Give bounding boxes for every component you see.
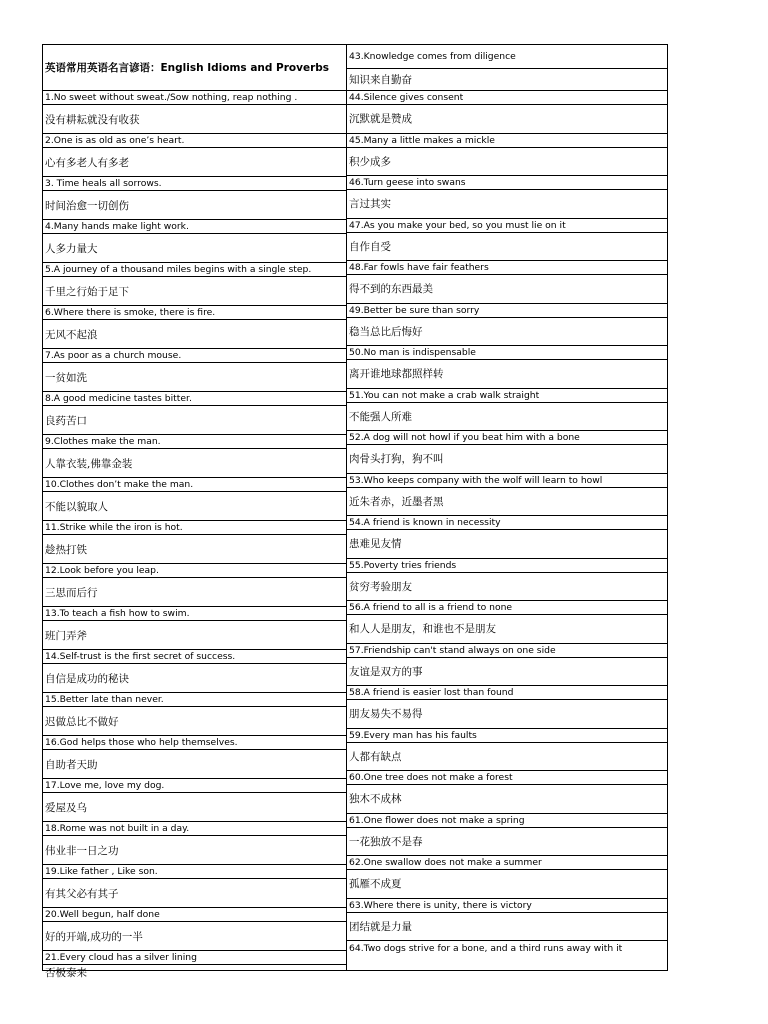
proverb-chinese-cell: 不能以貌取人 <box>43 492 346 521</box>
proverb-english-cell: 44.Silence gives consent <box>347 91 667 105</box>
proverb-english-cell: 53.Who keeps company with the wolf will learn to howl <box>347 474 667 488</box>
proverb-english-cell: 16.God helps those who help themselves. <box>43 736 346 750</box>
proverb-chinese-cell: 自助者天助 <box>43 750 346 779</box>
proverb-chinese-cell: 三思而后行 <box>43 578 346 607</box>
proverb-chinese-cell: 人多力量大 <box>43 234 346 263</box>
proverb-english-cell: 51.You can not make a crab walk straight <box>347 389 667 403</box>
proverb-english-cell: 5.A journey of a thousand miles begins with a single step. <box>43 263 346 277</box>
proverb-chinese-cell: 趁热打铁 <box>43 535 346 564</box>
proverb-english-cell: 14.Self-trust is the first secret of success. <box>43 650 346 664</box>
proverb-chinese-cell: 团结就是力量 <box>347 913 667 942</box>
proverb-english-cell: 61.One flower does not make a spring <box>347 814 667 828</box>
proverb-english-cell: 49.Better be sure than sorry <box>347 304 667 318</box>
page-title: 英语常用英语名言谚语：English Idioms and Proverbs <box>43 45 346 91</box>
proverb-english-cell: 58.A friend is easier lost than found <box>347 686 667 700</box>
proverb-english-cell: 20.Well begun, half done <box>43 908 346 922</box>
proverb-english-cell: 60.One tree does not make a forest <box>347 771 667 785</box>
proverbs-sheet <box>42 44 668 979</box>
proverb-chinese-cell: 孤雁不成夏 <box>347 870 667 899</box>
proverb-chinese-cell: 人都有缺点 <box>347 743 667 772</box>
proverb-chinese-cell: 一贫如洗 <box>43 363 346 392</box>
proverb-english-cell: 18.Rome was not built in a day. <box>43 822 346 836</box>
proverb-chinese-cell: 人靠衣装,佛靠金装 <box>43 449 346 478</box>
proverb-chinese-cell: 稳当总比后悔好 <box>347 318 667 347</box>
proverb-chinese-cell: 自作自受 <box>347 233 667 262</box>
proverb-chinese-cell: 言过其实 <box>347 190 667 219</box>
proverb-chinese-cell: 近朱者赤，近墨者黑 <box>347 488 667 517</box>
proverb-chinese-cell: 良药苦口 <box>43 406 346 435</box>
proverb-english-cell: 2.One is as old as one’s heart. <box>43 134 346 148</box>
proverb-chinese-cell: 时间治愈一切创伤 <box>43 191 346 220</box>
proverb-english-cell: 46.Turn geese into swans <box>347 176 667 190</box>
proverb-english-cell: 3. Time heals all sorrows. <box>43 177 346 191</box>
proverb-english-cell: 62.One swallow does not make a summer <box>347 856 667 870</box>
proverb-english-cell: 59.Every man has his faults <box>347 729 667 743</box>
proverb-english-cell: 48.Far fowls have fair feathers <box>347 261 667 275</box>
proverb-english-cell: 21.Every cloud has a silver lining <box>43 951 346 965</box>
proverb-chinese-cell: 和人人是朋友，和谁也不是朋友 <box>347 615 667 644</box>
proverb-chinese-cell: 独木不成林 <box>347 785 667 814</box>
right-column <box>346 44 668 971</box>
proverb-chinese-cell: 迟做总比不做好 <box>43 707 346 736</box>
proverb-english-cell: 8.A good medicine tastes bitter. <box>43 392 346 406</box>
proverb-chinese-cell: 知识来自勤奋 <box>347 69 667 91</box>
proverb-english-cell: 10.Clothes don’t make the man. <box>43 478 346 492</box>
proverb-english-cell: 11.Strike while the iron is hot. <box>43 521 346 535</box>
proverb-english-cell: 63.Where there is unity, there is victory <box>347 899 667 913</box>
proverb-english-cell: 45.Many a little makes a mickle <box>347 134 667 148</box>
proverb-chinese-cell: 得不到的东西最美 <box>347 275 667 304</box>
proverb-chinese-cell: 有其父必有其子 <box>43 879 346 908</box>
proverb-english-cell: 4.Many hands make light work. <box>43 220 346 234</box>
proverb-english-cell: 54.A friend is known in necessity <box>347 516 667 530</box>
proverb-chinese-cell: 伟业非一日之功 <box>43 836 346 865</box>
proverb-english-cell: 64.Two dogs strive for a bone, and a third runs away with it <box>349 942 623 954</box>
proverb-chinese-cell: 好的开端,成功的一半 <box>43 922 346 951</box>
proverb-chinese-cell: 不能强人所难 <box>347 403 667 432</box>
proverb-english-cell: 12.Look before you leap. <box>43 564 346 578</box>
proverb-english-cell: 52.A dog will not howl if you beat him with a bone <box>347 431 667 445</box>
proverb-chinese-cell: 爱屋及乌 <box>43 793 346 822</box>
proverb-english-cell: 1.No sweet without sweat./Sow nothing, reap nothing . <box>43 91 346 105</box>
proverb-chinese-cell: 友谊是双方的事 <box>347 658 667 687</box>
proverb-english-cell: 9.Clothes make the man. <box>43 435 346 449</box>
proverb-chinese-cell: 否极泰来 <box>45 967 87 979</box>
proverb-chinese-cell: 积少成多 <box>347 148 667 177</box>
proverb-english-cell: 47.As you make your bed, so you must lie on it <box>347 219 667 233</box>
proverb-english-cell: 57.Friendship can't stand always on one side <box>347 644 667 658</box>
proverb-chinese-cell: 朋友易失不易得 <box>347 700 667 729</box>
proverb-chinese-cell: 患难见友情 <box>347 530 667 559</box>
proverb-english-cell: 7.As poor as a church mouse. <box>43 349 346 363</box>
proverb-chinese-cell: 班门弄斧 <box>43 621 346 650</box>
proverb-english-cell: 43.Knowledge comes from diligence <box>347 45 667 69</box>
proverb-chinese-cell: 没有耕耘就没有收获 <box>43 105 346 134</box>
proverb-english-cell: 55.Poverty tries friends <box>347 559 667 573</box>
proverb-english-cell: 13.To teach a fish how to swim. <box>43 607 346 621</box>
proverb-english-cell: 17.Love me, love my dog. <box>43 779 346 793</box>
proverb-english-cell: 56.A friend to all is a friend to none <box>347 601 667 615</box>
proverb-english-cell: 50.No man is indispensable <box>347 346 667 360</box>
proverb-chinese-cell: 自信是成功的秘诀 <box>43 664 346 693</box>
proverb-chinese-cell: 一花独放不是春 <box>347 828 667 857</box>
proverb-english-cell: 15.Better late than never. <box>43 693 346 707</box>
proverb-english-cell: 19.Like father , Like son. <box>43 865 346 879</box>
proverb-chinese-cell: 沉默就是赞成 <box>347 105 667 134</box>
proverb-chinese-cell: 千里之行始于足下 <box>43 277 346 306</box>
proverb-chinese-cell: 心有多老人有多老 <box>43 148 346 177</box>
proverb-chinese-cell: 离开谁地球都照样转 <box>347 360 667 389</box>
proverb-english-cell: 6.Where there is smoke, there is fire. <box>43 306 346 320</box>
proverb-chinese-cell: 肉骨头打狗，狗不叫 <box>347 445 667 474</box>
proverb-chinese-cell: 贫穷考验朋友 <box>347 573 667 602</box>
left-column <box>42 44 346 979</box>
proverb-chinese-cell: 无风不起浪 <box>43 320 346 349</box>
